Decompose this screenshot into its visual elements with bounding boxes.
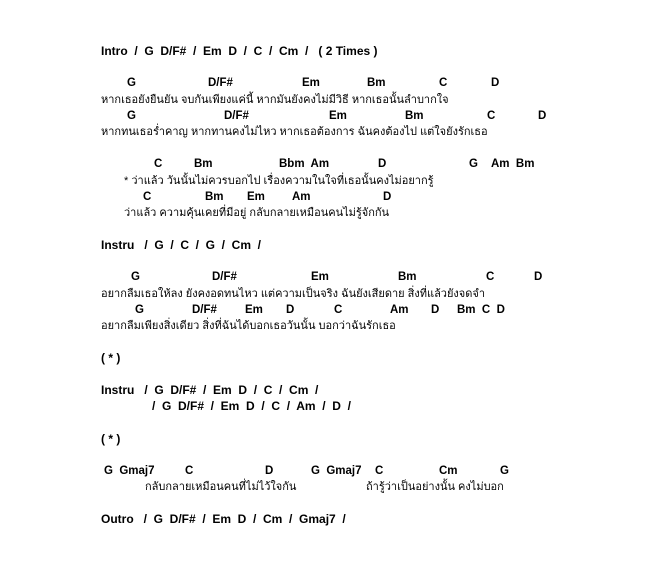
- chord: Em: [302, 77, 320, 89]
- chord: C: [334, 304, 343, 316]
- lyric-line: หากทนเธอร่ำคาญ หากทานคงไม่ไหว หากเธอต้องการ ฉันคงต้องไป แต่ใจยังรักเธอ: [101, 126, 488, 138]
- chord: Bm C D: [457, 304, 505, 316]
- chord: Bbm Am: [279, 158, 330, 170]
- chord: G: [127, 110, 136, 122]
- chord: Em: [311, 271, 329, 283]
- chord: Bm: [367, 77, 386, 89]
- chord: D: [538, 110, 547, 122]
- chord: G: [127, 77, 136, 89]
- chord: C: [486, 271, 495, 283]
- chord: G: [135, 304, 144, 316]
- chord: Em: [247, 191, 265, 203]
- chord: D: [383, 191, 392, 203]
- chord: C: [143, 191, 152, 203]
- chord: Bm: [405, 110, 424, 122]
- chord: C: [487, 110, 496, 122]
- chord: C: [375, 465, 384, 477]
- chord: D: [265, 465, 274, 477]
- chord: Em: [245, 304, 263, 316]
- chord: D/F#: [224, 110, 249, 122]
- chord: G: [469, 158, 478, 170]
- outro-line: Outro / G D/F# / Em D / Cm / Gmaj7 /: [101, 512, 346, 526]
- instrumental-line: Instru / G D/F# / Em D / C / Cm /: [101, 383, 319, 397]
- intro-line: Intro / G D/F# / Em D / C / Cm / ( 2 Times ): [101, 44, 378, 58]
- chord: Am: [390, 304, 409, 316]
- chord: Am Bm: [491, 158, 535, 170]
- chord: G: [131, 271, 140, 283]
- repeat-marker: ( * ): [101, 432, 121, 446]
- lyric-line: ว่าแล้ว ความคุ้นเคยที่มีอยู่ กลับกลายเหมือนคนไม่รู้จักกัน: [124, 207, 390, 219]
- chord: C: [439, 77, 448, 89]
- chord: G Gmaj7: [311, 465, 362, 477]
- chord: D: [491, 77, 500, 89]
- chord: D/F#: [208, 77, 233, 89]
- chord: Bm: [205, 191, 224, 203]
- chord: D: [431, 304, 440, 316]
- chord: D: [534, 271, 543, 283]
- lyric-line: อยากลืมเพียงสิ่งเดียว สิ่งที่ฉันได้บอกเธอวันนั้น บอกว่าฉันรักเธอ: [101, 320, 396, 332]
- instrumental-line: / G D/F# / Em D / C / Am / D /: [152, 399, 351, 413]
- chord: Am: [292, 191, 311, 203]
- chord: G Gmaj7: [104, 465, 155, 477]
- chord: C: [185, 465, 194, 477]
- chord: D: [378, 158, 387, 170]
- chord: G: [500, 465, 509, 477]
- lyric-line: อยากลืมเธอให้ลง ยังคงอดทนไหว แต่ความเป็นจริง ฉันยังเสียดาย สิ่งที่แล้วยังจดจำ: [101, 288, 486, 300]
- lyric-line: * ว่าแล้ว วันนั้นไม่ควรบอกไป เรื่องความในใจที่เธอนั้นคงไม่อยากรู้: [124, 175, 434, 187]
- chord: Bm: [398, 271, 417, 283]
- chord: D/F#: [192, 304, 217, 316]
- lyric-line: หากเธอยังยืนยัน จบกันเพียงแค่นี้ หากมันยังคงไม่มีวิธี หากเธอนั้นลำบากใจ: [101, 94, 449, 106]
- chord: Bm: [194, 158, 213, 170]
- lyric-line: กลับกลายเหมือนคนที่ไม่ไว้ใจกัน: [145, 481, 297, 493]
- chord: Em: [329, 110, 347, 122]
- chord: C: [154, 158, 163, 170]
- chord: Cm: [439, 465, 458, 477]
- chord: D/F#: [212, 271, 237, 283]
- repeat-marker: ( * ): [101, 351, 121, 365]
- instrumental-line: Instru / G / C / G / Cm /: [101, 238, 262, 252]
- chord: D: [286, 304, 295, 316]
- lyric-line: ถ้ารู้ว่าเป็นอย่างนั้น คงไม่บอก: [366, 481, 504, 493]
